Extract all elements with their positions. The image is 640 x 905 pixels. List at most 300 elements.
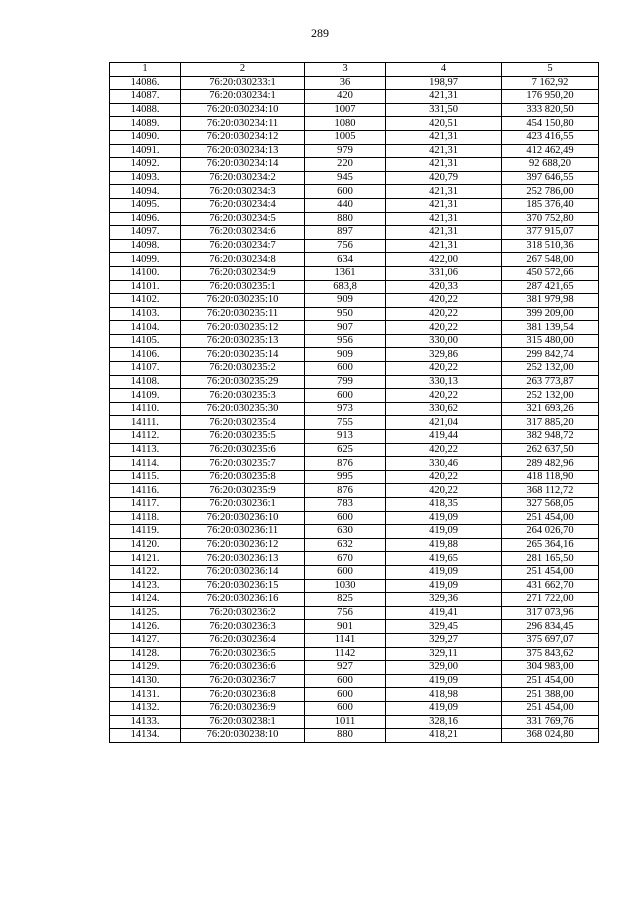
value-cell: 252 786,00 [502,185,599,199]
rate-cell: 330,62 [386,402,502,416]
value-cell: 287 421,65 [502,280,599,294]
row-number-cell: 14095. [110,198,181,212]
column-header-2: 2 [181,63,305,77]
table-row [110,375,599,389]
rate-cell: 198,97 [386,76,502,90]
area-cell: 440 [305,198,386,212]
area-cell: 950 [305,307,386,321]
area-cell: 876 [305,484,386,498]
cadastral-number-cell: 76:20:030236:5 [181,647,305,661]
cadastral-number-cell: 76:20:030234:8 [181,253,305,267]
table-row [110,253,599,267]
column-header-3: 3 [305,63,386,77]
value-cell: 431 662,70 [502,579,599,593]
row-number-cell: 14131. [110,688,181,702]
cadastral-number-cell: 76:20:030235:8 [181,470,305,484]
value-cell: 185 376,40 [502,198,599,212]
rate-cell: 420,22 [386,362,502,376]
area-cell: 909 [305,294,386,308]
cadastral-number-cell: 76:20:030234:12 [181,130,305,144]
area-cell: 420 [305,90,386,104]
area-cell: 634 [305,253,386,267]
value-cell: 315 480,00 [502,334,599,348]
row-number-cell: 14110. [110,402,181,416]
value-cell: 368 024,80 [502,729,599,743]
rate-cell: 419,09 [386,525,502,539]
area-cell: 956 [305,334,386,348]
cadastral-number-cell: 76:20:030236:4 [181,633,305,647]
row-number-cell: 14087. [110,90,181,104]
table-row [110,674,599,688]
rate-cell: 331,06 [386,266,502,280]
cadastral-number-cell: 76:20:030235:1 [181,280,305,294]
rate-cell: 421,31 [386,90,502,104]
rate-cell: 331,50 [386,103,502,117]
table-row [110,484,599,498]
cadastral-number-cell: 76:20:030234:9 [181,266,305,280]
row-number-cell: 14091. [110,144,181,158]
rate-cell: 418,98 [386,688,502,702]
row-number-cell: 14120. [110,538,181,552]
row-number-cell: 14097. [110,226,181,240]
area-cell: 799 [305,375,386,389]
value-cell: 252 132,00 [502,362,599,376]
table-row [110,144,599,158]
cadastral-number-cell: 76:20:030234:5 [181,212,305,226]
cadastral-number-cell: 76:20:030236:12 [181,538,305,552]
rate-cell: 420,22 [386,443,502,457]
rate-cell: 421,31 [386,226,502,240]
value-cell: 296 834,45 [502,620,599,634]
value-cell: 412 462,49 [502,144,599,158]
cadastral-number-cell: 76:20:030235:29 [181,375,305,389]
rate-cell: 419,09 [386,701,502,715]
value-cell: 281 165,50 [502,552,599,566]
value-cell: 317 885,20 [502,416,599,430]
row-number-cell: 14128. [110,647,181,661]
row-number-cell: 14124. [110,593,181,607]
value-cell: 375 697,07 [502,633,599,647]
table-row [110,226,599,240]
area-cell: 901 [305,620,386,634]
table-row [110,525,599,539]
table-row [110,701,599,715]
area-cell: 825 [305,593,386,607]
rate-cell: 329,36 [386,593,502,607]
table-row [110,402,599,416]
header-row [110,63,599,77]
area-cell: 1141 [305,633,386,647]
rate-cell: 421,31 [386,212,502,226]
cadastral-number-cell: 76:20:030236:3 [181,620,305,634]
value-cell: 251 454,00 [502,565,599,579]
table-row [110,266,599,280]
rate-cell: 421,31 [386,130,502,144]
area-cell: 36 [305,76,386,90]
area-cell: 625 [305,443,386,457]
value-cell: 271 722,00 [502,593,599,607]
area-cell: 632 [305,538,386,552]
value-cell: 377 915,07 [502,226,599,240]
row-number-cell: 14100. [110,266,181,280]
row-number-cell: 14108. [110,375,181,389]
rate-cell: 421,04 [386,416,502,430]
value-cell: 299 842,74 [502,348,599,362]
cadastral-number-cell: 76:20:030235:2 [181,362,305,376]
table-row [110,498,599,512]
table-row [110,416,599,430]
table-row [110,185,599,199]
table-row [110,171,599,185]
area-cell: 600 [305,389,386,403]
area-cell: 973 [305,402,386,416]
area-cell: 1080 [305,117,386,131]
cadastral-number-cell: 76:20:030238:10 [181,729,305,743]
rate-cell: 422,00 [386,253,502,267]
rate-cell: 329,45 [386,620,502,634]
cadastral-number-cell: 76:20:030234:6 [181,226,305,240]
area-cell: 1007 [305,103,386,117]
area-cell: 1030 [305,579,386,593]
row-number-cell: 14117. [110,498,181,512]
row-number-cell: 14118. [110,511,181,525]
row-number-cell: 14123. [110,579,181,593]
row-number-cell: 14106. [110,348,181,362]
cadastral-number-cell: 76:20:030236:16 [181,593,305,607]
value-cell: 267 548,00 [502,253,599,267]
row-number-cell: 14112. [110,430,181,444]
rate-cell: 420,33 [386,280,502,294]
cadastral-number-cell: 76:20:030234:3 [181,185,305,199]
row-number-cell: 14125. [110,606,181,620]
data-table [109,62,599,743]
value-cell: 318 510,36 [502,239,599,253]
row-number-cell: 14114. [110,457,181,471]
row-number-cell: 14126. [110,620,181,634]
cadastral-number-cell: 76:20:030234:11 [181,117,305,131]
rate-cell: 421,31 [386,185,502,199]
value-cell: 370 752,80 [502,212,599,226]
row-number-cell: 14129. [110,661,181,675]
cadastral-number-cell: 76:20:030236:14 [181,565,305,579]
table-row [110,552,599,566]
table-row [110,130,599,144]
area-cell: 1361 [305,266,386,280]
row-number-cell: 14122. [110,565,181,579]
table-row [110,158,599,172]
row-number-cell: 14099. [110,253,181,267]
table-header [110,63,599,77]
rate-cell: 421,31 [386,144,502,158]
rate-cell: 420,22 [386,307,502,321]
cadastral-number-cell: 76:20:030236:8 [181,688,305,702]
area-cell: 756 [305,239,386,253]
value-cell: 7 162,92 [502,76,599,90]
area-cell: 1005 [305,130,386,144]
cadastral-number-cell: 76:20:030236:9 [181,701,305,715]
cadastral-number-cell: 76:20:030234:13 [181,144,305,158]
row-number-cell: 14090. [110,130,181,144]
cadastral-number-cell: 76:20:030236:2 [181,606,305,620]
rate-cell: 419,09 [386,674,502,688]
table-row [110,443,599,457]
rate-cell: 420,22 [386,389,502,403]
area-cell: 600 [305,688,386,702]
area-cell: 945 [305,171,386,185]
rate-cell: 421,31 [386,239,502,253]
row-number-cell: 14098. [110,239,181,253]
table-row [110,579,599,593]
cadastral-number-cell: 76:20:030234:4 [181,198,305,212]
rate-cell: 419,09 [386,579,502,593]
row-number-cell: 14086. [110,76,181,90]
cadastral-number-cell: 76:20:030235:5 [181,430,305,444]
table-row [110,198,599,212]
cadastral-number-cell: 76:20:030234:2 [181,171,305,185]
row-number-cell: 14093. [110,171,181,185]
value-cell: 418 118,90 [502,470,599,484]
value-cell: 317 073,96 [502,606,599,620]
rate-cell: 420,22 [386,470,502,484]
value-cell: 176 950,20 [502,90,599,104]
cadastral-number-cell: 76:20:030234:10 [181,103,305,117]
table-row [110,430,599,444]
area-cell: 909 [305,348,386,362]
cadastral-number-cell: 76:20:030236:6 [181,661,305,675]
page-number: 289 [311,26,329,40]
table-row [110,321,599,335]
area-cell: 220 [305,158,386,172]
value-cell: 381 139,54 [502,321,599,335]
rate-cell: 330,46 [386,457,502,471]
rate-cell: 421,31 [386,158,502,172]
rate-cell: 419,44 [386,430,502,444]
row-number-cell: 14116. [110,484,181,498]
row-number-cell: 14096. [110,212,181,226]
value-cell: 251 454,00 [502,511,599,525]
rate-cell: 419,65 [386,552,502,566]
rate-cell: 421,31 [386,198,502,212]
cadastral-number-cell: 76:20:030234:1 [181,90,305,104]
area-cell: 756 [305,606,386,620]
table-row [110,647,599,661]
cadastral-number-cell: 76:20:030238:1 [181,715,305,729]
value-cell: 263 773,87 [502,375,599,389]
row-number-cell: 14105. [110,334,181,348]
row-number-cell: 14119. [110,525,181,539]
table-row [110,239,599,253]
area-cell: 927 [305,661,386,675]
area-cell: 600 [305,511,386,525]
table-row [110,389,599,403]
rate-cell: 418,21 [386,729,502,743]
table-row [110,715,599,729]
table-row [110,457,599,471]
table-row [110,565,599,579]
value-cell: 264 026,70 [502,525,599,539]
column-header-4: 4 [386,63,502,77]
area-cell: 600 [305,362,386,376]
row-number-cell: 14089. [110,117,181,131]
table-row [110,348,599,362]
table-row [110,606,599,620]
cadastral-number-cell: 76:20:030234:7 [181,239,305,253]
cadastral-number-cell: 76:20:030235:6 [181,443,305,457]
table-row [110,688,599,702]
table-row [110,593,599,607]
area-cell: 783 [305,498,386,512]
table-row [110,362,599,376]
area-cell: 913 [305,430,386,444]
table-row [110,103,599,117]
table-row [110,633,599,647]
table-row [110,538,599,552]
value-cell: 450 572,66 [502,266,599,280]
area-cell: 979 [305,144,386,158]
area-cell: 600 [305,701,386,715]
table-row [110,76,599,90]
row-number-cell: 14101. [110,280,181,294]
row-number-cell: 14088. [110,103,181,117]
row-number-cell: 14094. [110,185,181,199]
area-cell: 995 [305,470,386,484]
rate-cell: 330,13 [386,375,502,389]
value-cell: 399 209,00 [502,307,599,321]
value-cell: 92 688,20 [502,158,599,172]
table-row [110,212,599,226]
value-cell: 252 132,00 [502,389,599,403]
area-cell: 683,8 [305,280,386,294]
cadastral-number-cell: 76:20:030234:14 [181,158,305,172]
cadastral-number-cell: 76:20:030236:7 [181,674,305,688]
value-cell: 333 820,50 [502,103,599,117]
column-header-1: 1 [110,63,181,77]
row-number-cell: 14133. [110,715,181,729]
table-row [110,90,599,104]
cadastral-number-cell: 76:20:030236:1 [181,498,305,512]
table-row [110,511,599,525]
rate-cell: 420,79 [386,171,502,185]
rate-cell: 419,09 [386,511,502,525]
rate-cell: 420,22 [386,294,502,308]
value-cell: 368 112,72 [502,484,599,498]
value-cell: 251 454,00 [502,674,599,688]
area-cell: 600 [305,674,386,688]
value-cell: 454 150,80 [502,117,599,131]
area-cell: 630 [305,525,386,539]
row-number-cell: 14132. [110,701,181,715]
row-number-cell: 14115. [110,470,181,484]
rate-cell: 420,22 [386,484,502,498]
value-cell: 381 979,98 [502,294,599,308]
table-row [110,470,599,484]
cadastral-number-cell: 76:20:030235:14 [181,348,305,362]
table-row [110,117,599,131]
cadastral-number-cell: 76:20:030235:9 [181,484,305,498]
row-number-cell: 14130. [110,674,181,688]
cadastral-number-cell: 76:20:030235:4 [181,416,305,430]
table-body [110,76,599,742]
area-cell: 755 [305,416,386,430]
value-cell: 265 364,16 [502,538,599,552]
cadastral-number-cell: 76:20:030235:10 [181,294,305,308]
row-number-cell: 14121. [110,552,181,566]
value-cell: 321 693,26 [502,402,599,416]
column-header-5: 5 [502,63,599,77]
value-cell: 289 482,96 [502,457,599,471]
rate-cell: 329,86 [386,348,502,362]
area-cell: 670 [305,552,386,566]
cadastral-number-cell: 76:20:030235:3 [181,389,305,403]
rate-cell: 420,22 [386,321,502,335]
row-number-cell: 14111. [110,416,181,430]
value-cell: 251 388,00 [502,688,599,702]
row-number-cell: 14104. [110,321,181,335]
rate-cell: 330,00 [386,334,502,348]
area-cell: 1011 [305,715,386,729]
rate-cell: 329,11 [386,647,502,661]
table-row [110,294,599,308]
row-number-cell: 14103. [110,307,181,321]
row-number-cell: 14127. [110,633,181,647]
cadastral-number-cell: 76:20:030235:13 [181,334,305,348]
area-cell: 600 [305,185,386,199]
row-number-cell: 14092. [110,158,181,172]
area-cell: 907 [305,321,386,335]
area-cell: 897 [305,226,386,240]
value-cell: 397 646,55 [502,171,599,185]
cadastral-number-cell: 76:20:030233:1 [181,76,305,90]
area-cell: 1142 [305,647,386,661]
row-number-cell: 14109. [110,389,181,403]
area-cell: 876 [305,457,386,471]
value-cell: 423 416,55 [502,130,599,144]
rate-cell: 419,09 [386,565,502,579]
row-number-cell: 14113. [110,443,181,457]
cadastral-number-cell: 76:20:030236:13 [181,552,305,566]
value-cell: 375 843,62 [502,647,599,661]
row-number-cell: 14107. [110,362,181,376]
cadastral-number-cell: 76:20:030236:11 [181,525,305,539]
table-row [110,307,599,321]
value-cell: 304 983,00 [502,661,599,675]
value-cell: 331 769,76 [502,715,599,729]
value-cell: 262 637,50 [502,443,599,457]
rate-cell: 329,00 [386,661,502,675]
cadastral-number-cell: 76:20:030235:7 [181,457,305,471]
area-cell: 600 [305,565,386,579]
cadastral-number-cell: 76:20:030236:10 [181,511,305,525]
area-cell: 880 [305,212,386,226]
table-row [110,334,599,348]
value-cell: 327 568,05 [502,498,599,512]
cadastral-number-cell: 76:20:030235:11 [181,307,305,321]
rate-cell: 329,27 [386,633,502,647]
rate-cell: 419,41 [386,606,502,620]
rate-cell: 418,35 [386,498,502,512]
cadastral-number-cell: 76:20:030236:15 [181,579,305,593]
area-cell: 880 [305,729,386,743]
rate-cell: 419,88 [386,538,502,552]
row-number-cell: 14102. [110,294,181,308]
cadastral-number-cell: 76:20:030235:30 [181,402,305,416]
value-cell: 382 948,72 [502,430,599,444]
value-cell: 251 454,00 [502,701,599,715]
rate-cell: 420,51 [386,117,502,131]
table-row [110,729,599,743]
rate-cell: 328,16 [386,715,502,729]
cadastral-number-cell: 76:20:030235:12 [181,321,305,335]
